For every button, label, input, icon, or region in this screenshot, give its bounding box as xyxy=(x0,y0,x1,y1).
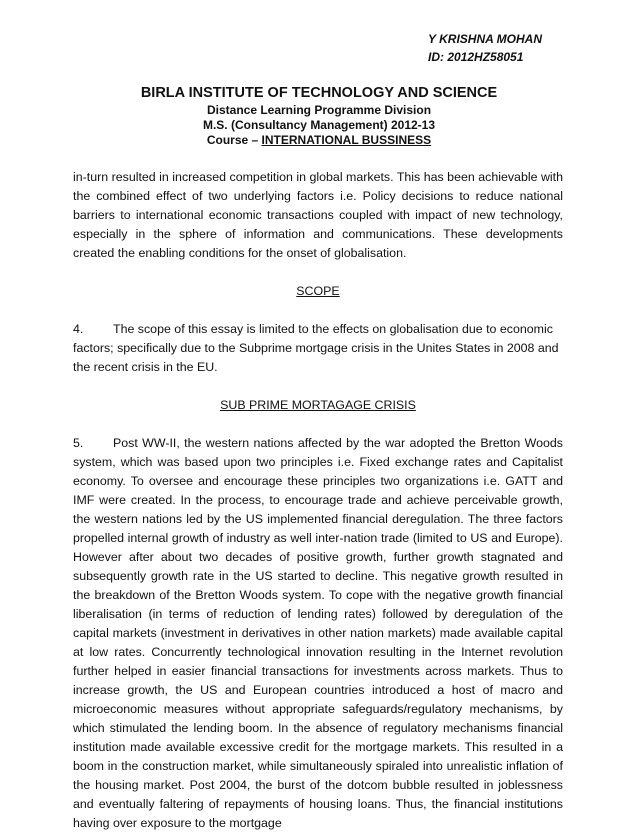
subprime-number: 5. xyxy=(73,436,84,450)
author-block xyxy=(428,30,542,66)
scope-paragraph xyxy=(73,320,563,377)
course-prefix: Course – xyxy=(206,133,262,147)
course-title xyxy=(0,133,638,148)
scope-heading: SCOPE xyxy=(296,284,340,298)
division-title: Distance Learning Programme Division xyxy=(206,103,432,117)
subprime-paragraph xyxy=(73,434,563,833)
subprime-text: Post WW-II, the western nations affected by the war adopted the Bretton Woods system, which was based upon two principles i.e. Fixed exchange rates and Capitalist economy. To oversee and encourage these principles two organizations i.e. GATT and IMF were created. In the process, to encourage trade and achieve perceivable growth, the western nations led by the US implemented financial deregulation. The three factors propelled internal growth of industry as well inter-nation trade (limited to US and Europe). However after about two decades of positive growth, further growth stagnated and subsequently growth rate in the US started to decline. This negative growth resulted in the breakdown of the Bretton Woods system. To cope with the negative growth financial liberalisation (in terms of reduction of lending rates) followed by deregulation of the capital markets (investment in derivatives in other nation markets) made available capital at low rates. Concurrently technological innovation resulting in the Internet revolution further helped in easier financial transactions for investments across markets. Thus to increase growth, the US and European countries introduced a host of macro and microeconomic measures without appropriate safeguards/regulatory mechanisms, by which stimulated the lending boom. In the absence of regulatory mechanisms financial institution made available excessive credit for the mortgage markets. This resulted in a boom in the construction market, while simultaneously spiraled into unrealistic inflation of the housing market. Post 2004, the burst of the dotcom bubble resulted in joblessness and eventually faltering of repayments of housing loans. Thus, the financial institutions having over exposure to the mortgage xyxy=(73,436,563,830)
author-id: ID: 2012HZ58051 xyxy=(428,50,524,64)
author-name: Y KRISHNA MOHAN xyxy=(428,32,543,46)
document-body xyxy=(73,168,563,833)
subprime-heading: SUB PRIME MORTAGAGE CRISIS xyxy=(220,398,416,412)
institute-title: BIRLA INSTITUTE OF TECHNOLOGY AND SCIENCE xyxy=(140,85,498,101)
scope-text: The scope of this essay is limited to the effects on globalisation due to economic factors; specifically due to the Subprime mortgage crisis in the Unites States in 2008 and the recent crisis in the EU. xyxy=(73,322,559,374)
masthead xyxy=(0,84,638,148)
intro-paragraph: in-turn resulted in increased competition in global markets. This has been achievable with the combined effect of two underlying factors i.e. Policy decisions to reduce national barriers to international economic transactions coupled with impact of new technology, especially in the sphere of information and communications. These developments created the enabling conditions for the onset of globalisation. xyxy=(73,170,563,260)
course-name: INTERNATIONAL BUSSINESS xyxy=(261,133,432,147)
program-title: M.S. (Consultancy Management) 2012-13 xyxy=(202,118,436,132)
scope-number: 4. xyxy=(73,322,84,336)
